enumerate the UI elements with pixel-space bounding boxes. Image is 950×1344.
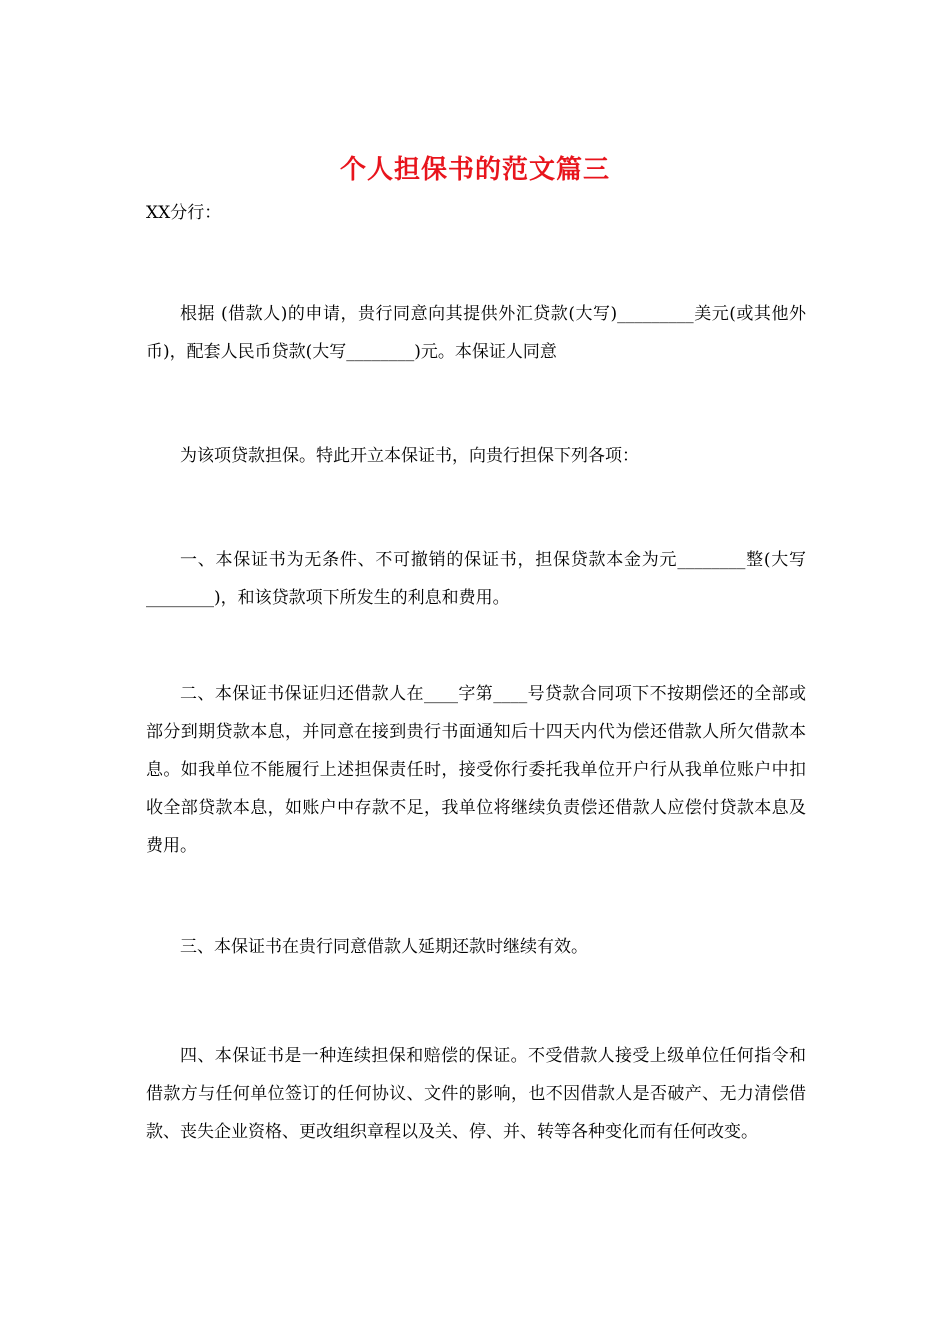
paragraph-clause-1: 一、本保证书为无条件、不可撤销的保证书，担保贷款本金为元________整(大写________)，和该贷款项下所发生的利息和费用。 (146, 550, 806, 608)
paragraph-clause-2: 二、本保证书保证归还借款人在____字第____号贷款合同项下不按期偿还的全部或部分到期贷款本息，并同意在接到贵行书面通知后十四天内代为偿还借款人所欠借款本息。如我单位不能履行上述担保责任时，接受你行委托我单位开户行从我单位账户中扣收全部贷款本息，如账户中存款不足，我单位将继续负责偿还借款人应偿付贷款本息及费用。 (146, 684, 806, 856)
paragraph-loan-request: 根据 (借款人)的申请，贵行同意向其提供外汇贷款(大写)_________美元(或其他外币)，配套人民币贷款(大写________)元。本保证人同意 (146, 304, 806, 362)
paragraph-clause-4: 四、本保证书是一种连续担保和赔偿的保证。不受借款人接受上级单位任何指令和借款方与任何单位签订的任何协议、文件的影响，也不因借款人是否破产、无力清偿借款、丧失企业资格、更改组织章程以及关、停、并、转等各种变化而有任何改变。 (146, 1046, 806, 1142)
paragraph-clause-3: 三、本保证书在贵行同意借款人延期还款时继续有效。 (180, 937, 588, 957)
document-title: 个人担保书的范文篇三 (339, 155, 610, 185)
salutation: XX分行： (146, 203, 222, 223)
paragraph-guarantee-intro: 为该项贷款担保。特此开立本保证书，向贵行担保下列各项： (180, 446, 639, 466)
